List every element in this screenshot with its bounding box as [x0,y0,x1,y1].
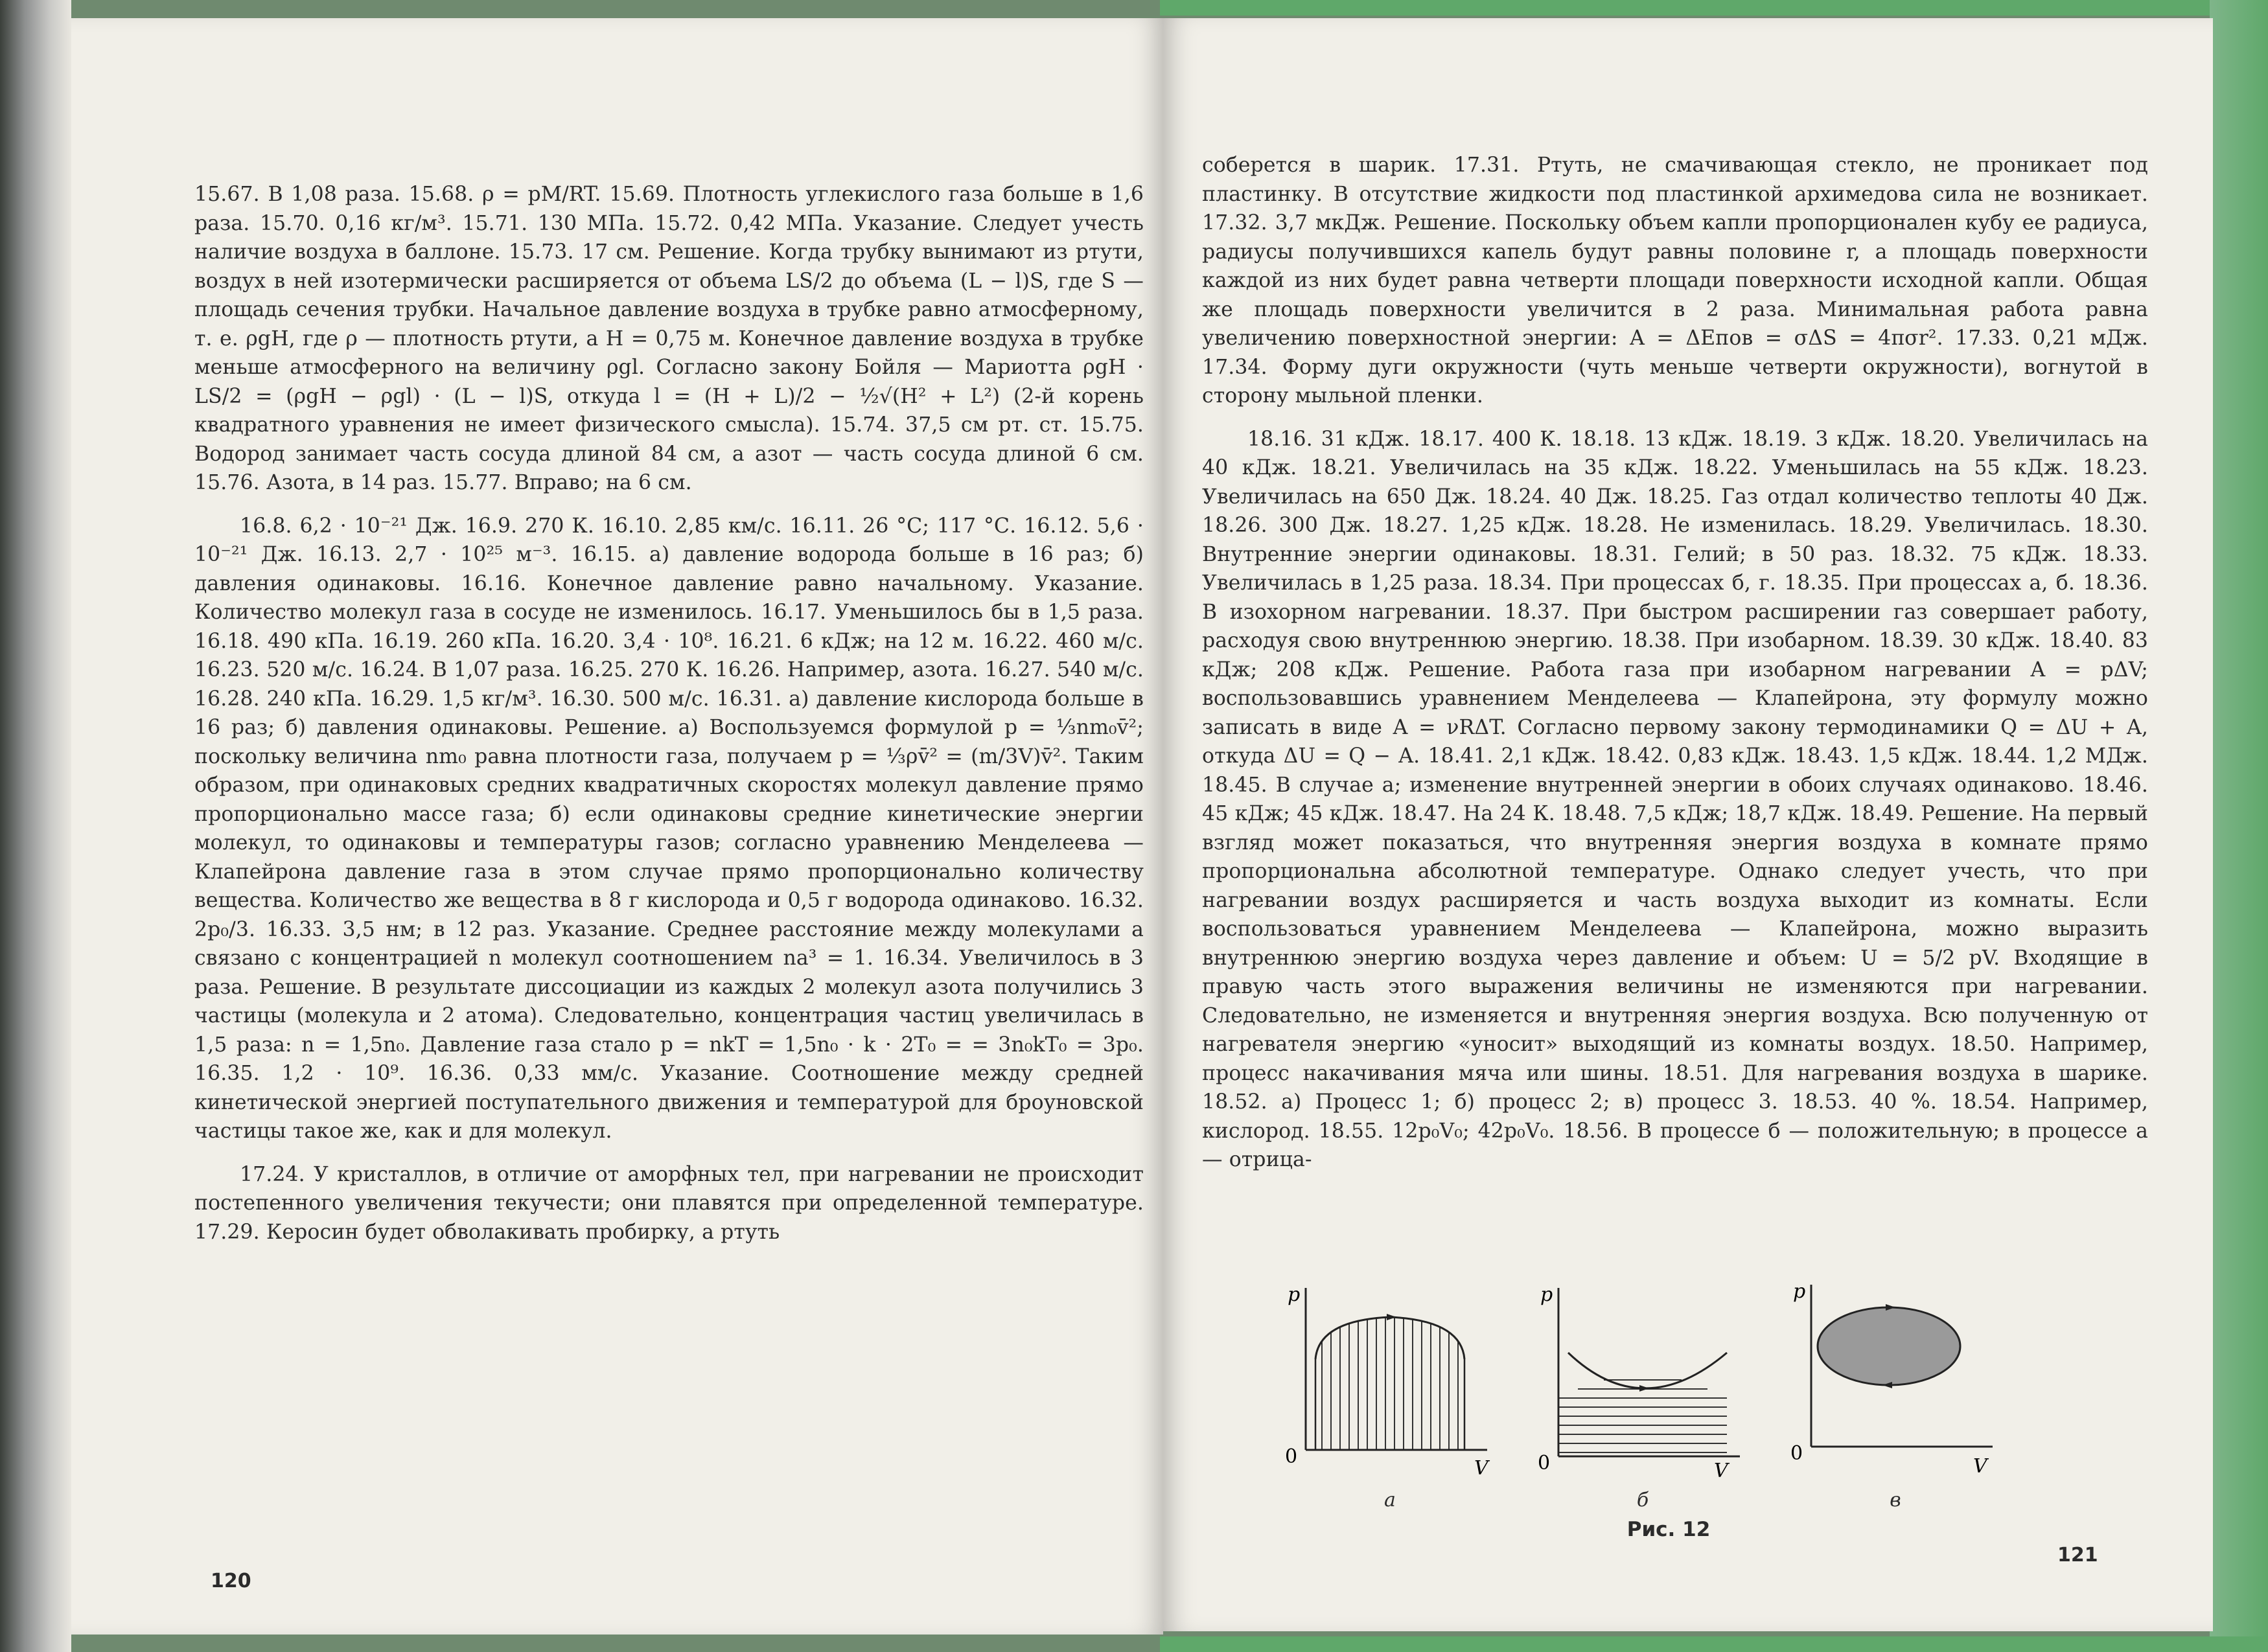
left-page-text [194,180,1144,1246]
axis-label-p-b: p [1540,1283,1553,1306]
paragraph-15: 15.67. В 1,08 раза. 15.68. ρ = pM/RT. 15.69. Плотность углекислого газа больше в 1,6 раза. 15.70. 0,16 кг/м³. 15.71. 130 МПа. 15.72. 0,42 МПа. Указание. Следует учесть наличие воздуха в баллоне. 15.73. 17 см. Решение. Когда трубку вынимают из ртути, воздух в ней изотермически расширяется от объема LS/2 до объема (L − l)S, где S — площадь сечения трубки. Начальное давление воздуха в трубке равно атмосферному, т. е. ρgH, где ρ — плотность ртути, а H = 0,75 м. Конечное давление воздуха в трубке меньше атмосферного на величину ρgl. Согласно закону Бойля — Мариотта ρgH · LS/2 = (ρgH − ρgl) · (L − l)S, откуда l = (H + L)/2 − ½√(H² + L²) (2-й корень квадратного уравнения не имеет физического смысла). 15.74. 37,5 см рт. ст. 15.75. Водород занимает часть сосуда длиной 84 см, а азот — часть сосуда длиной 6 см. 15.76. Азота, в 14 раз. 15.77. Вправо; на 6 см. [194,183,1144,494]
cover-edge-top [1160,0,2268,16]
axis-label-v-c: V [1973,1455,1987,1478]
curve-b [1568,1353,1727,1388]
origin-c: 0 [1790,1442,1803,1465]
figure-label-c: в [1890,1489,1901,1511]
paragraph-17: 17.24. У кристаллов, в отличие от аморфных тел, при нагревании не происходит постепенного увеличения текучести; они плавятся при определенной температуре. 17.29. Керосин будет обволакивать пробирку, а ртуть [194,1162,1144,1244]
axis-label-v-a: V [1474,1457,1488,1480]
pv-diagram-b [1533,1275,1753,1482]
cover-edge-right [2210,0,2268,1652]
figure-caption: Рис. 12 [1626,1518,1711,1541]
pv-diagram-a [1280,1275,1500,1482]
page-number-left: 120 [211,1570,251,1592]
hatching-horizontal [1558,1380,1727,1452]
paragraph-16: 16.8. 6,2 · 10⁻²¹ Дж. 16.9. 270 К. 16.10. 2,85 км/с. 16.11. 26 °С; 117 °С. 16.12. 5,6 · 10⁻²¹ Дж. 16.13. 2,7 · 10²⁵ м⁻³. 16.15. а) давление водорода больше в 16 раз; б) давления одинаковы. 16.16. Конечное давление равно начальному. Указание. Количество молекул газа в сосуде не изменилось. 16.17. Уменьшилось бы в 1,5 раза. 16.18. 490 кПа. 16.19. 260 кПа. 16.20. 3,4 · 10⁸. 16.21. 6 кДж; на 12 м. 16.22. 460 м/с. 16.23. 520 м/с. 16.24. В 1,07 раза. 16.25. 270 К. 16.26. Например, азота. 16.27. 540 м/с. 16.28. 240 кПа. 16.29. 1,5 кг/м³. 16.30. 500 м/с. 16.31. а) давление кислорода больше в 16 раз; б) давления одинаковы. Решение. а) Воспользуемся формулой p = ⅓nm₀v̄²; поскольку величина nm₀ равна плотности газа, получаем p = ⅓ρv̄² = (m/3V)v̄². Таким образом, при одинаковых средних квадратичных скоростях молекул давление прямо пропорционально массе газа; б) если одинаковы средние кинетические энергии молекул, то одинаковы и температуры газов; согласно уравнению Менделеева — Клапейрона давление газа в этом случае прямо пропорционально количеству вещества. Количество же вещества в 8 г кислорода и 0,5 г водорода одинаково. 16.32. 2p₀/3. 16.33. 3,5 нм; в 12 раз. Указание. Среднее расстояние между молекулами a связано с концентрацией n молекул соотношением na³ = 1. 16.34. Увеличилось в 3 раза. Решение. В результате диссоциации из каждых 2 молекул азота получились 3 частицы (молекула и 2 атома). Следовательно, концентрация частиц увеличилась в 1,5 раза: n = 1,5n₀. Давление газа стало p = nkT = 1,5n₀ · k · 2T₀ = = 3n₀kT₀ = 3p₀. 16.35. 1,2 · 10⁹. 16.36. 0,33 мм/с. Указание. Соотношение между средней кинетической энергией поступательного движения и температурой для броуновской частицы такое же, как и для молекул. [194,514,1144,1143]
cover-edge-bottom [1160,1636,2268,1652]
page-number-right: 121 [2057,1544,2098,1566]
figure-c [1785,1275,2006,1511]
left-page [71,18,1163,1635]
figure-b [1533,1275,1753,1511]
ellipse-cycle [1818,1307,1960,1385]
paragraph-18: 18.16. 31 кДж. 18.17. 400 К. 18.18. 13 кДж. 18.19. 3 кДж. 18.20. Увеличилась на 40 кДж. 18.21. Увеличилась на 35 кДж. 18.22. Уменьшилась на 55 кДж. 18.23. Увеличилась на 650 Дж. 18.24. 40 Дж. 18.25. Газ отдал количество теплоты 40 Дж. 18.26. 300 Дж. 18.27. 1,25 кДж. 18.28. Не изменилась. 18.29. Увеличилась. 18.30. Внутренние энергии одинаковы. 18.31. Гелий; в 50 раз. 18.32. 75 кДж. 18.33. Увеличилась в 1,25 раза. 18.34. При процессах б, г. 18.35. При процессах а, б. 18.36. В изохорном нагревании. 18.37. При быстром расширении газ совершает работу, расходуя свою внутреннюю энергию. 18.38. При изобарном. 18.39. 30 кДж. 18.40. 83 кДж; 208 кДж. Решение. Работа газа при изобарном нагревании A = pΔV; воспользовавшись уравнением Менделеева — Клапейрона, эту формулу можно записать в виде A = νRΔT. Согласно первому закону термодинамики Q = ΔU + A, откуда ΔU = Q − A. 18.41. 2,1 кДж. 18.42. 0,83 кДж. 18.43. 1,5 кДж. 18.44. 1,2 МДж. 18.45. В случае а; изменение внутренней энергии в обоих случаях одинаково. 18.46. 45 кДж; 45 кДж. 18.47. На 24 К. 18.48. 7,5 кДж; 18,7 кДж. 18.49. Решение. На первый взгляд может показаться, что внутренняя энергия воздуха в комнате прямо пропорциональна абсолютной температуре. Однако следует учесть, что при нагревании воздух расширяется и часть воздуха выходит из комнаты. Если воспользоваться уравнением Менделеева — Клапейрона, можно выразить внутреннюю энергию воздуха через давление и объем: U = 5/2 pV. Входящие в правую часть этого выражения величины не изменяются при нагревании. Следовательно, не изменяется и внутренняя энергия воздуха. Всю полученную от нагревателя энергию «уносит» выходящий из комнаты воздух. 18.50. Например, процесс накачивания мяча или шины. 18.51. Для нагревания воздуха в шарике. 18.52. а) Процесс 1; б) процесс 2; в) процесс 3. 18.53. 40 %. 18.54. Например, кислород. 18.55. 12p₀V₀; 42p₀V₀. 18.56. В процессе б — положительную; в процессе а — отрица- [1202,427,2148,1171]
book-binding [0,0,71,1652]
figure-label-a: а [1384,1489,1396,1511]
curve-a [1315,1317,1464,1359]
axis-label-p-c: p [1793,1280,1806,1303]
origin-a: 0 [1285,1445,1298,1468]
axis-label-v-b: V [1714,1460,1728,1482]
figure-a [1280,1275,1500,1511]
axis-label-p-a: p [1288,1283,1301,1306]
paragraph-17-cont: соберется в шарик. 17.31. Ртуть, не смачивающая стекло, не проникает под пластинку. В отсутствие жидкости под пластинкой архимедова сила не возникает. 17.32. 3,7 мкДж. Решение. Поскольку объем капли пропорционален кубу ее радиуса, радиусы получившихся капель будут равны половине r, а площадь поверхности каждой из них будет равна четверти площади поверхности исходной капли. Общая же площадь поверхности увеличится в 2 раза. Минимальная работа равна увеличению поверхностной энергии: A = ΔEпов = σΔS = 4πσr². 17.33. 0,21 мДж. 17.34. Форму дуги окружности (чуть меньше четверти окружности), вогнутой в сторону мыльной пленки. [1202,154,2148,407]
arrow-b [1639,1385,1649,1392]
hatching-vertical [1322,1301,1458,1450]
figure-12 [1280,1275,2057,1547]
pv-diagram-c [1785,1275,2006,1482]
right-page-text [1202,151,2148,1175]
figure-label-b: б [1636,1489,1649,1511]
right-page [1163,18,2213,1631]
origin-b: 0 [1538,1452,1551,1474]
